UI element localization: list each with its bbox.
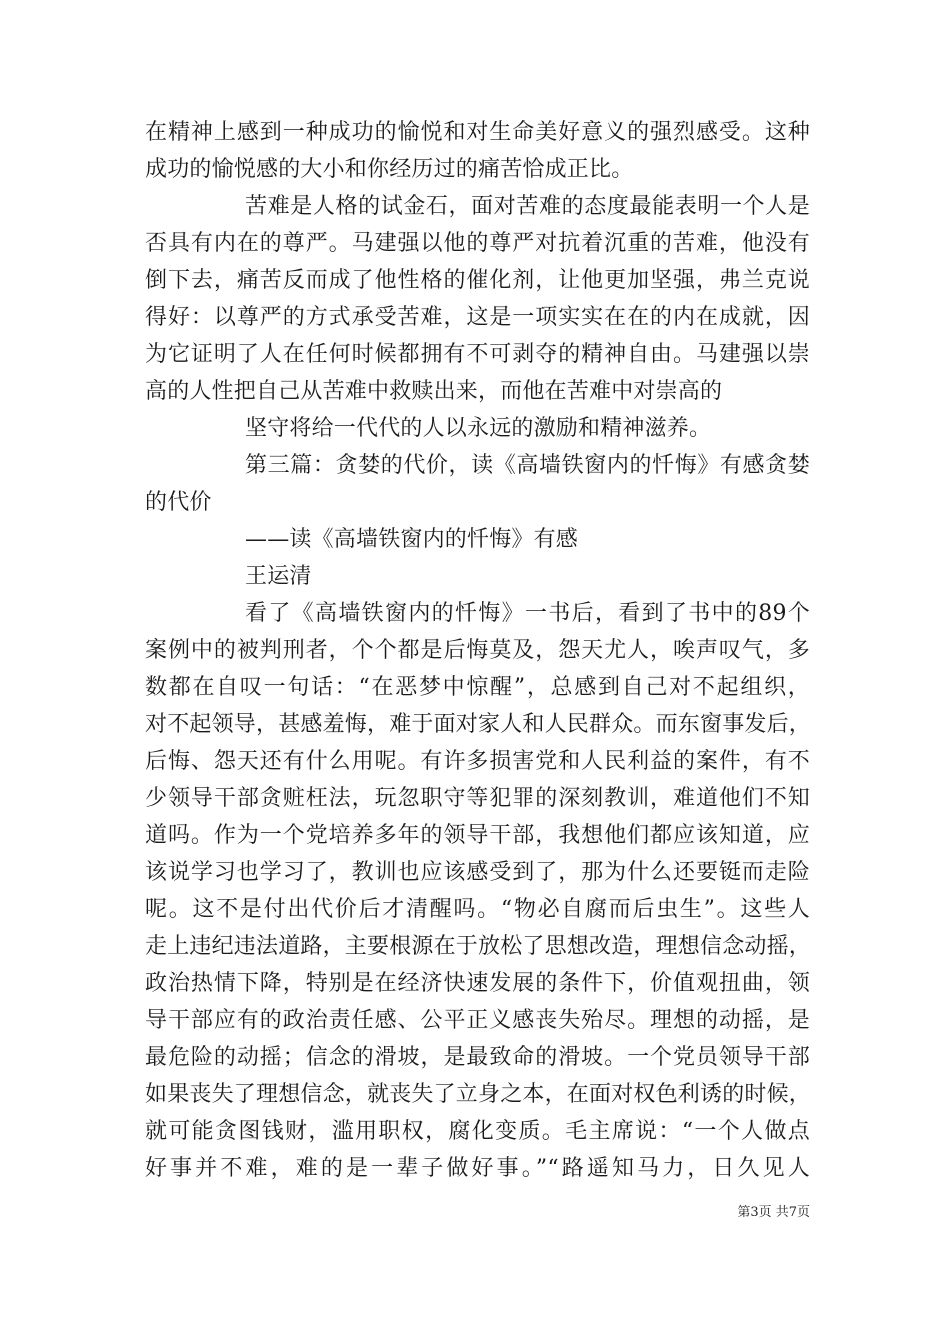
text-line: 最危险的动摇；信念的滑坡，是最致命的滑坡。一个党员领导干部 bbox=[145, 1045, 810, 1070]
author-line: 王运清 bbox=[245, 564, 312, 589]
body-text bbox=[145, 114, 810, 1187]
text-line: 好事并不难，难的是一辈子做好事。”“路遥知马力，日久见人 bbox=[145, 1156, 810, 1181]
text-line: 为它证明了人在任何时候都拥有不可剥夺的精神自由。马建强以崇 bbox=[145, 342, 810, 367]
text-line: 该说学习也学习了，教训也应该感受到了，那为什么还要铤而走险 bbox=[145, 860, 810, 885]
section-title-line: 第三篇：贪婪的代价，读《高墙铁窗内的忏悔》有感贪婪 bbox=[245, 453, 810, 478]
text-line: 就可能贪图钱财，滥用职权，腐化变质。毛主席说：“一个人做点 bbox=[145, 1119, 810, 1144]
text-line: 成功的愉悦感的大小和你经历过的痛苦恰成正比。 bbox=[145, 157, 634, 182]
text-line: 后悔、怨天还有什么用呢。有许多损害党和人民利益的案件，有不 bbox=[145, 749, 810, 774]
paragraph-start-line: 苦难是人格的试金石，面对苦难的态度最能表明一个人是 bbox=[245, 194, 810, 219]
subtitle-line: ——读《高墙铁窗内的忏悔》有感 bbox=[245, 527, 579, 552]
text-line: 高的人性把自己从苦难中救赎出来，而他在苦难中对崇高的 bbox=[145, 379, 723, 404]
text-line: 道吗。作为一个党培养多年的领导干部，我想他们都应该知道，应 bbox=[145, 823, 810, 848]
text-line: 少领导干部贪赃枉法，玩忽职守等犯罪的深刻教训，难道他们不知 bbox=[145, 786, 810, 811]
text-line: 在精神上感到一种成功的愉悦和对生命美好意义的强烈感受。这种 bbox=[145, 120, 810, 145]
text-line: 倒下去，痛苦反而成了他性格的催化剂，让他更加坚强，弗兰克说 bbox=[145, 268, 810, 293]
page-number: 第3页 共7页 bbox=[737, 1205, 810, 1220]
text-line: 否具有内在的尊严。马建强以他的尊严对抗着沉重的苦难，他没有 bbox=[145, 231, 810, 256]
text-line: 如果丧失了理想信念，就丧失了立身之本，在面对权色利诱的时候， bbox=[145, 1082, 812, 1107]
text-line: 案例中的被判刑者，个个都是后悔莫及，怨天尤人，唉声叹气，多 bbox=[145, 638, 810, 663]
text-line: 走上违纪违法道路，主要根源在于放松了思想改造，理想信念动摇， bbox=[145, 934, 812, 959]
text-line: 政治热情下降，特别是在经济快速发展的条件下，价值观扭曲，领 bbox=[145, 971, 810, 996]
text-line: 呢。这不是付出代价后才清醒吗。“物必自腐而后虫生”。这些人 bbox=[145, 897, 810, 922]
text-line: 数都在自叹一句话：“在恶梦中惊醒”，总感到自己对不起组织， bbox=[145, 675, 810, 700]
text-line: 得好：以尊严的方式承受苦难，这是一项实实在在的内在成就，因 bbox=[145, 305, 810, 330]
paragraph-start-line: 坚守将给一代代的人以永远的激励和精神滋养。 bbox=[245, 416, 712, 441]
section-title-line: 的代价 bbox=[145, 490, 212, 515]
paragraph-start-line: 看了《高墙铁窗内的忏悔》一书后，看到了书中的89个 bbox=[245, 601, 810, 626]
text-line: 导干部应有的政治责任感、公平正义感丧失殆尽。理想的动摇，是 bbox=[145, 1008, 810, 1033]
text-line: 对不起领导，甚感羞悔，难于面对家人和人民群众。而东窗事发后， bbox=[145, 712, 812, 737]
